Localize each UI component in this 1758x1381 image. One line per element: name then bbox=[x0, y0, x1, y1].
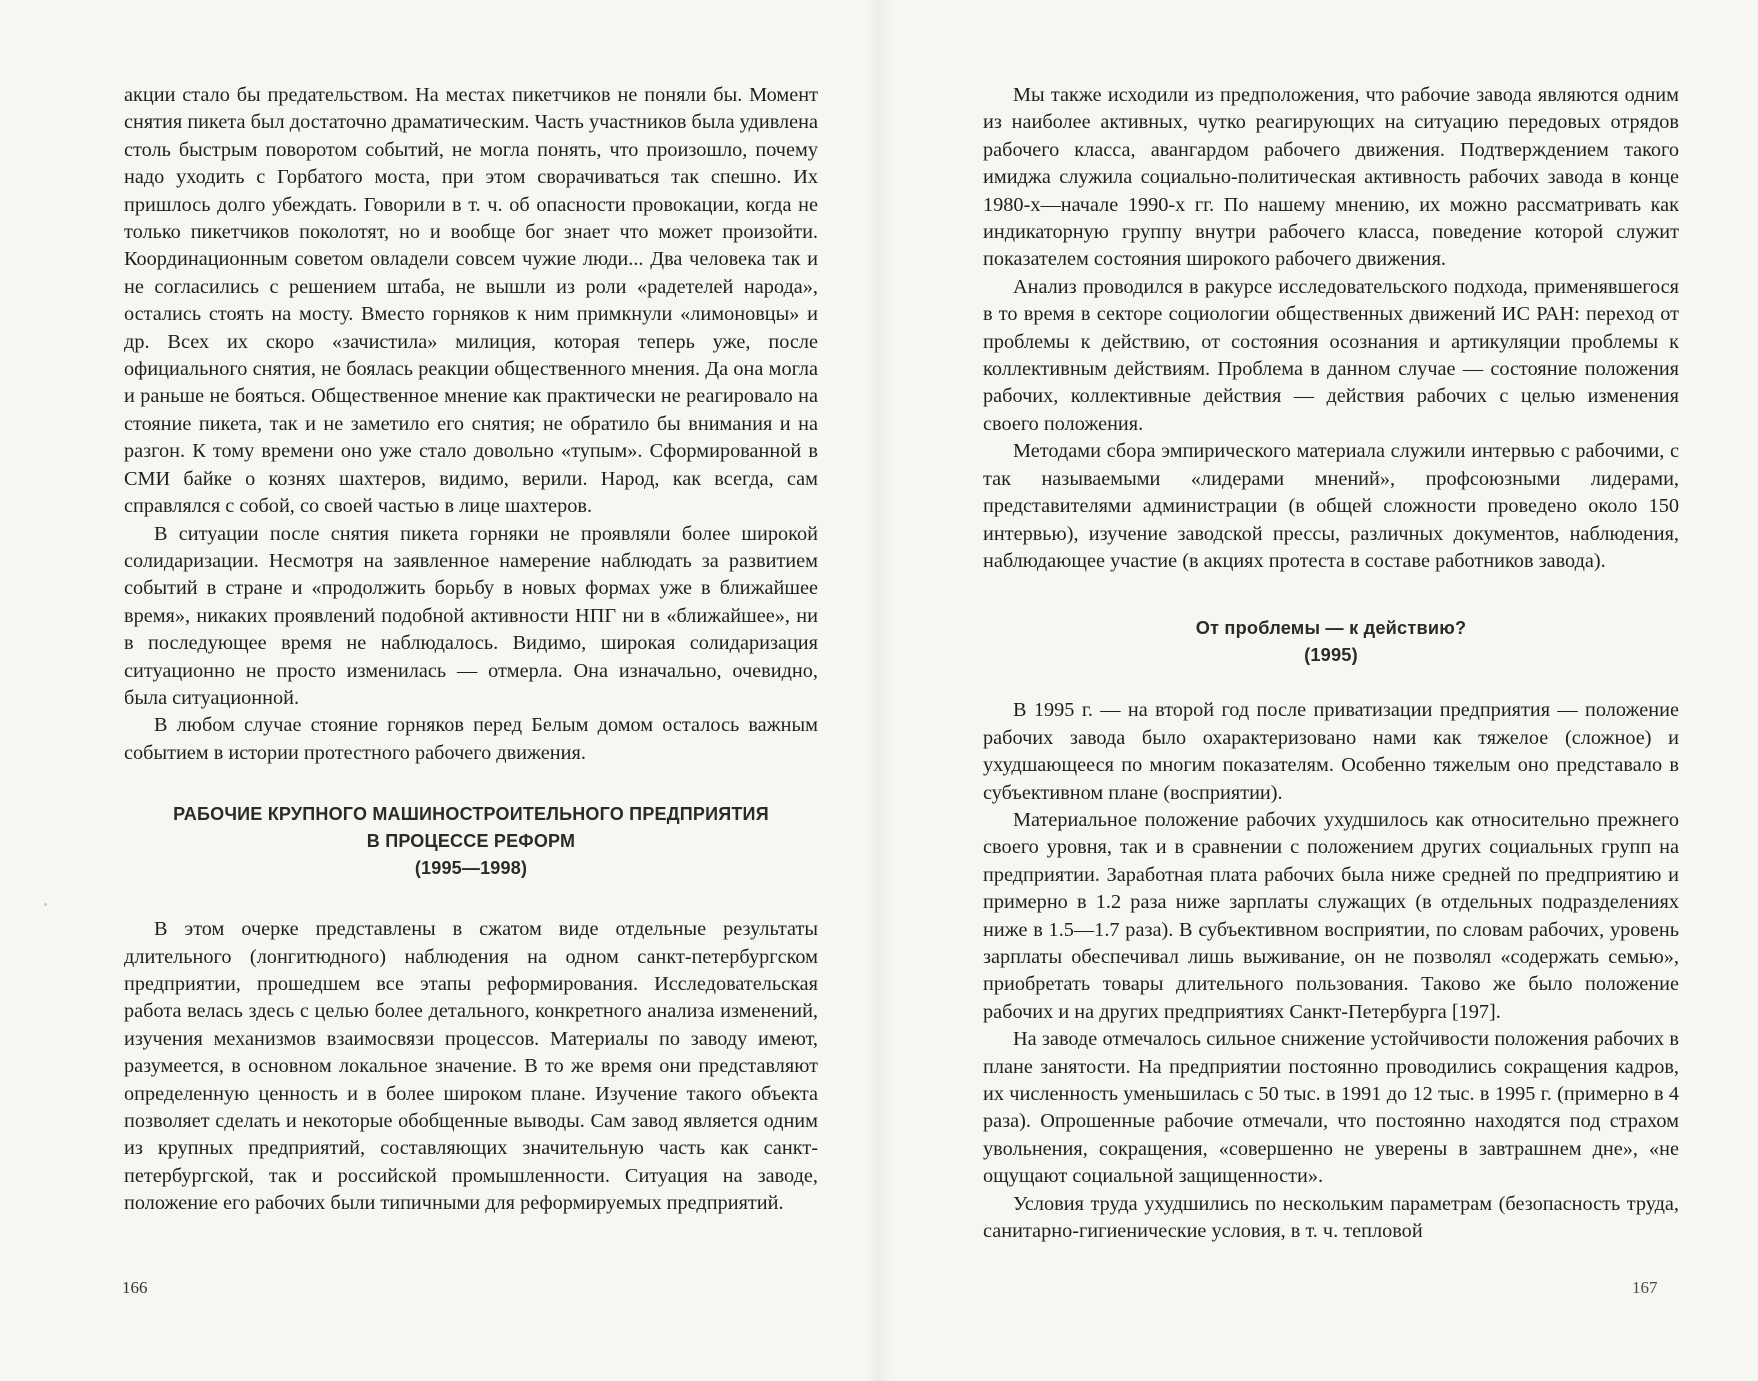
page-number: 167 bbox=[1632, 1278, 1658, 1297]
left-page-text bbox=[124, 82, 818, 1218]
right-page bbox=[879, 0, 1758, 1381]
section-heading-line: РАБОЧИЕ КРУПНОГО МАШИНОСТРОИТЕЛЬНОГО ПРЕДПРИЯТИЯ bbox=[173, 804, 769, 825]
paragraph: акции стало бы предательством. На местах пикетчиков не поняли бы. Момент снятия пикета был достаточно драматическим. Часть участников была удивлена столь быстрым поворотом событий, не могла понять, что произошло, почему надо уходить с Горбатого моста, при этом сворачиваться так спешно. Их пришлось долго убеждать. Говорили в т. ч. об опасности провокации, когда не только пикетчиков поколотят, но и вообще бог знает что может произойти. Координационным советом овладели совсем чужие люди... Два человека так и не согласились с решением штаба, не вышли из роли «радетелей народа», остались стоять на мосту. Вместо горняков к ним примкнули «лимоновцы» и др. Всех их скоро «зачистила» милиция, которая теперь уже, после официального снятия, не боялась реакции общественного мнения. Да она могла и раньше не бояться. Общественное мнение как практически не реагировало на стояние пикета, так и не заметило его снятия; не обратило бы внимания и на разгон. К тому времени оно уже стало довольно «тупым». Сформированной в СМИ байке о кознях шахтеров, видимо, верили. Народ, как всегда, сам справлялся с собой, со своей частью в лице шахтеров. bbox=[124, 84, 818, 518]
subsection-heading-year: (1995) bbox=[1304, 645, 1358, 666]
paragraph: Условия труда ухудшились по нескольким параметрам (безопасность труда, санитарно-гигиенические условия, в т. ч. тепловой bbox=[983, 1192, 1679, 1243]
paragraph: В этом очерке представлены в сжатом виде отдельные результаты длительного (лонгитюдного) наблюдения на одном санкт-петербургском предприятии, прошедшем все этапы реформирования. Исследовательская работа велась здесь с целью более детального, конкретного анализа изменений, изучения механизмов взаимосвязи процессов. Материалы по заводу имеют, разумеется, в основном локальное значение. В то же время они представляют определенную ценность и в более широком плане. Изучение такого объекта позволяет сделать и некоторые обобщенные выводы. Сам завод является одним из крупных предприятий, составляющих значительную часть как санкт-петербургской, так и российской промышленности. Ситуация на заводе, положение его рабочих были типичными для реформируемых предприятий. bbox=[124, 918, 818, 1215]
right-page-text bbox=[983, 82, 1679, 1245]
paragraph: Анализ проводился в ракурсе исследовательского подхода, применявшегося в то время в секторе социологии общественных движений ИС РАН: переход от проблемы к действию, от состояния осознания и артикуляции проблемы к коллективным действиям. Проблема в данном случае — состояние положения рабочих, коллективные действия — действия рабочих с целью изменения своего положения. bbox=[983, 275, 1679, 435]
paragraph: Мы также исходили из предположения, что рабочие завода являются одним из наиболее активных, чутко реагирующих на ситуацию передовых отрядов рабочего класса, авангардом рабочего движения. Подтверждением такого имиджа служила социально-политическая активность рабочих завода в конце 1980-х—начале 1990-х гг. По нашему мнению, их можно рассматривать как индикаторную группу внутри рабочего класса, поведение которой служит показателем состояния широкого рабочего движения. bbox=[983, 84, 1679, 271]
subsection-heading-title: От проблемы — к действию? bbox=[1195, 618, 1467, 639]
paper-speck bbox=[44, 903, 47, 906]
page-number: 166 bbox=[122, 1278, 148, 1297]
paragraph: В любом случае стояние горняков перед Белым домом осталось важным событием в истории протестного рабочего движения. bbox=[124, 714, 818, 764]
section-heading-years: (1995—1998) bbox=[414, 858, 528, 879]
section-heading bbox=[124, 801, 818, 882]
paragraph: В ситуации после снятия пикета горняки не проявляли более широкой солидаризации. Несмотря на заявленное намерение наблюдать за развитием событий в стране и «продолжить борьбу в новых формах уже в ближайшее время», никаких проявлений подобной активности НПГ ни в «ближайшее», ни в последующее время не наблюдалось. Видимо, широкая солидаризация ситуационно не просто изменилась — отмерла. Она изначально, очевидно, была ситуационной. bbox=[124, 522, 818, 709]
paragraph: Материальное положение рабочих ухудшилось как относительно прежнего своего уровня, так и в сравнении с положением других социальных групп на предприятии. Заработная плата рабочих была ниже средней по предприятию и примерно в 1.2 раза ниже зарплаты служащих (в отдельных подразделениях ниже в 1.5—1.7 раза). В субъективном восприятии, по словам рабочих, уровень зарплаты обеспечивал лишь выживание, он не позволял «содержать семью», приобретать товары длительного пользования. Таково же было положение рабочих и на других предприятиях Санкт-Петербурга [197]. bbox=[983, 808, 1679, 1023]
paragraph: Методами сбора эмпирического материала служили интервью с рабочими, с так называемыми «лидерами мнений», профсоюзными лидерами, представителями администрации (в общей сложности проведено около 150 интервью), изучение заводской прессы, различных документов, наблюдения, наблюдающее участие (в акциях протеста в составе работников завода). bbox=[983, 440, 1679, 572]
paragraph: В 1995 г. — на второй год после приватизации предприятия — положение рабочих завода было охарактеризовано нами как тяжелое (сложное) и ухудшающееся по многим показателям. Особенно тяжелым оно представало в субъективном плане (восприятии). bbox=[983, 699, 1679, 804]
subsection-heading bbox=[983, 615, 1679, 669]
paragraph: На заводе отмечалось сильное снижение устойчивости положения рабочих в плане занятости. На предприятии постоянно проводились сокращения кадров, их численность уменьшилась с 50 тыс. в 1991 до 12 тыс. в 1995 г. (примерно в 4 раза). Опрошенные рабочие отмечали, что постоянно находятся под страхом увольнения, сокращения, «совершенно не уверены в завтрашнем дне», «не ощущают социальной защищенности». bbox=[983, 1028, 1679, 1188]
section-heading-line: В ПРОЦЕССЕ РЕФОРМ bbox=[366, 831, 576, 852]
